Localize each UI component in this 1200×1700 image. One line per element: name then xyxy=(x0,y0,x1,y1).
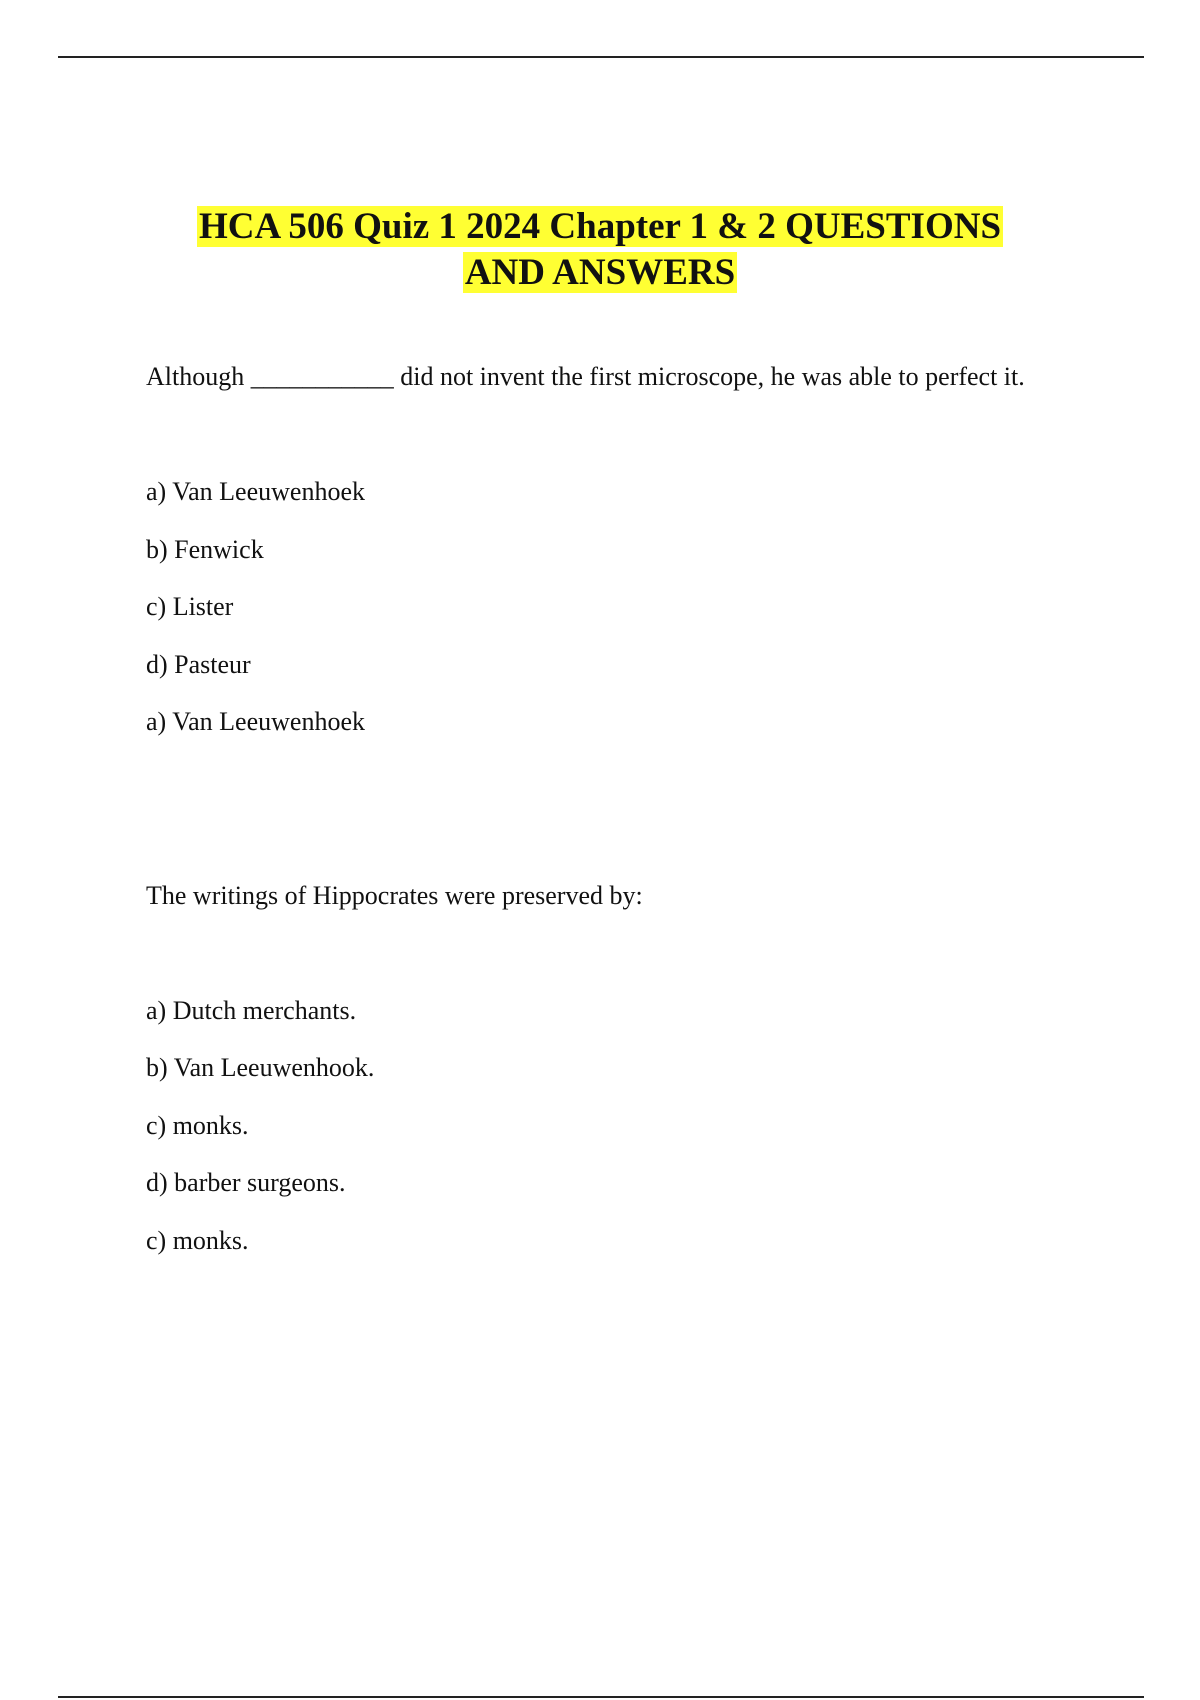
question-2-option-c: c) monks. xyxy=(146,1111,249,1140)
question-1-option-c: c) Lister xyxy=(146,592,234,621)
question-2-option-a: a) Dutch merchants. xyxy=(146,996,357,1025)
question-1-answer: a) Van Leeuwenhoek xyxy=(146,707,365,736)
header-rule xyxy=(58,56,1144,58)
question-2-prompt: The writings of Hippocrates were preserved by: xyxy=(146,881,643,910)
question-2-option-d: d) barber surgeons. xyxy=(146,1168,346,1197)
question-1-option-d: d) Pasteur xyxy=(146,650,251,679)
question-2-answer: c) monks. xyxy=(146,1226,249,1255)
question-1-option-b: b) Fenwick xyxy=(146,535,264,564)
question-2-option-b: b) Van Leeuwenhook. xyxy=(146,1053,375,1082)
footer-rule xyxy=(58,1696,1144,1698)
question-1-option-a: a) Van Leeuwenhoek xyxy=(146,477,365,506)
question-1-prompt: Although ___________ did not invent the first microscope, he was able to perfect it. xyxy=(146,362,1025,391)
title-line-1: HCA 506 Quiz 1 2024 Chapter 1 & 2 QUESTIONS xyxy=(198,206,1002,247)
title-line-2: AND ANSWERS xyxy=(464,252,736,293)
document-title xyxy=(0,204,1200,296)
